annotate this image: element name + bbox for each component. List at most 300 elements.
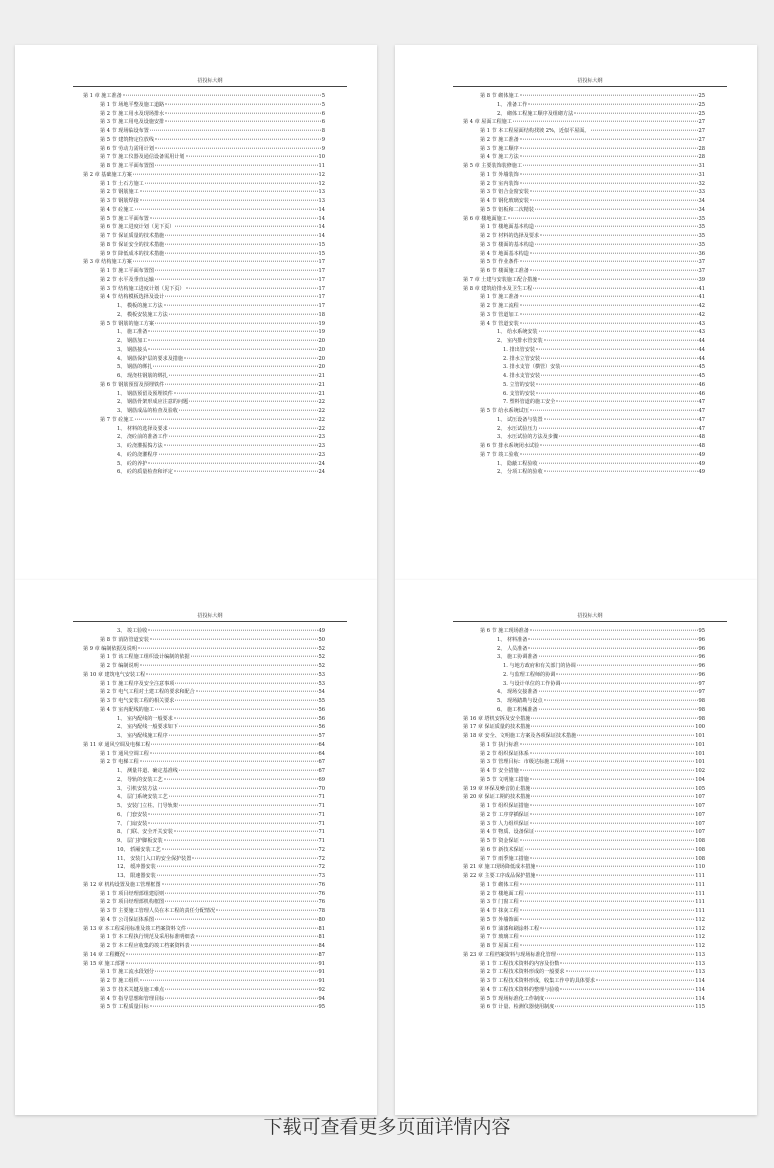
toc-entry-page-number: 25 (698, 101, 705, 108)
toc-entry (83, 258, 325, 267)
toc-entry-page-number: 44 (698, 355, 705, 362)
toc-entry (463, 311, 705, 320)
toc-entry-page-number: 71 (318, 829, 325, 836)
toc-entry-page-number: 101 (695, 750, 705, 757)
toc-entry-page-number: 17 (318, 285, 325, 292)
toc-dot-leader (536, 875, 694, 876)
toc-entry-title: 第 13 章 本工程采用标准及竣工档案资料文件 (83, 925, 187, 932)
toc-entry (463, 776, 705, 785)
toc-dot-leader (520, 182, 698, 183)
toc-dot-leader (530, 752, 694, 753)
toc-entry (463, 468, 705, 477)
toc-entry (463, 767, 705, 776)
toc-entry-title: 第 3 节 管理目标：市级达标施工现场 (480, 759, 565, 766)
toc-entry-title: 4、 钢筋保护层的要求及措施 (117, 355, 183, 362)
toc-entry (463, 662, 705, 671)
toc-entry-title: 第 20 章 保证工期的技术措施 (463, 794, 531, 801)
toc-entry (83, 285, 325, 294)
toc-entry (83, 776, 325, 785)
toc-entry-page-number: 102 (695, 768, 705, 774)
toc-dot-leader (520, 453, 698, 454)
toc-entry (463, 750, 705, 759)
toc-entry-page-number: 101 (695, 759, 705, 766)
toc-entry (83, 715, 325, 724)
toc-entry (463, 162, 705, 171)
toc-entry-page-number: 111 (695, 899, 705, 906)
toc-entry-page-number: 23 (318, 434, 325, 441)
toc-entry (83, 92, 325, 101)
toc-entry-title: 2、 室内排水管安装 (497, 338, 543, 344)
toc-entry-page-number: 112 (695, 934, 705, 941)
toc-entry-page-number: 17 (318, 276, 325, 283)
toc-dot-leader (520, 173, 698, 174)
toc-dot-leader (577, 665, 698, 666)
toc-entry (83, 302, 325, 311)
toc-dot-leader (531, 787, 694, 788)
toc-entry (463, 627, 705, 636)
toc-entry-page-number: 37 (698, 259, 705, 266)
toc-entry (463, 863, 705, 872)
toc-entry-title: 第 3 节 门窗工程 (480, 899, 519, 906)
toc-entry (83, 442, 325, 451)
toc-entry (83, 916, 325, 925)
toc-entry-title: 第 8 节 屋面工程 (480, 943, 519, 949)
toc-entry-title: 1、 施工准备 (117, 329, 148, 336)
toc-entry-title: 第 5 节 钢筋的施工方案 (100, 320, 154, 327)
toc-entry (463, 960, 705, 969)
toc-dot-leader (535, 243, 698, 244)
toc-dot-leader (541, 357, 697, 358)
toc-entry (83, 407, 325, 416)
toc-entry (83, 433, 325, 442)
toc-entry-title: 7. 塑料管道的施工安全 (503, 399, 556, 406)
toc-dot-leader (140, 200, 318, 201)
toc-dot-leader (191, 945, 318, 946)
toc-entry-page-number: 96 (698, 671, 705, 678)
toc-dot-leader (545, 997, 694, 998)
toc-entry-title: 第 5 节 工程质量目标 (100, 1004, 149, 1011)
toc-entry-title: 第 1 节 外墙装饰 (480, 171, 519, 178)
toc-entry (83, 846, 325, 855)
toc-entry-title: 3、 施工协调准备 (497, 654, 538, 661)
toc-entry (463, 898, 705, 907)
toc-dot-leader (531, 717, 697, 718)
toc-dot-leader (150, 130, 321, 131)
toc-entry-title: 第 2 节 工序穿插保证 (480, 811, 529, 818)
toc-entry-title: 第 3 节 电气安装工程的相关要求 (100, 698, 175, 704)
toc-entry-page-number: 71 (318, 794, 325, 801)
toc-entry-title: 第 8 章 建筑给排水及卫生工程 (463, 285, 533, 292)
toc-page-2 (395, 45, 757, 580)
toc-entry-page-number: 95 (698, 628, 705, 634)
toc-entry-page-number: 104 (695, 776, 705, 783)
toc-entry-title: 2、 砌体工程施工顺序及组砌方法 (497, 110, 574, 117)
toc-entry (83, 627, 325, 636)
toc-entry-title: 第 5 节 文明施工措施 (480, 776, 529, 783)
toc-entry-title: 第 10 章 建筑电气安装工程 (83, 671, 146, 678)
toc-entry (463, 758, 705, 767)
toc-entry (83, 416, 325, 425)
toc-entry (463, 302, 705, 311)
toc-dot-leader (179, 410, 318, 411)
toc-dot-leader (555, 1006, 694, 1007)
toc-dot-leader (559, 436, 698, 437)
toc-entry-page-number: 107 (695, 829, 705, 836)
toc-entry (463, 995, 705, 1004)
toc-entry-title: 第 2 节 施工组织 (100, 978, 139, 984)
toc-dot-leader (155, 138, 321, 139)
toc-dot-leader (535, 226, 698, 227)
toc-entry-title: 第 2 节 本工程应收集的竣工档案资料表 (100, 943, 190, 949)
toc-entry-title: 第 2 节 楼地面工程 (480, 890, 524, 897)
toc-entry-title: 4、 砼的浇灌程序 (117, 451, 158, 458)
toc-entry-page-number: 49 (698, 460, 705, 467)
toc-dot-leader (148, 348, 317, 349)
toc-entry-page-number: 111 (695, 881, 705, 888)
toc-dot-leader (530, 200, 698, 201)
toc-entry-page-number: 73 (318, 873, 325, 879)
toc-dot-leader (145, 182, 318, 183)
toc-entry-page-number: 17 (318, 303, 325, 309)
toc-entry (83, 837, 325, 846)
toc-entry (463, 285, 705, 294)
toc-entry (463, 811, 705, 820)
toc-entry (463, 741, 705, 750)
toc-entry-title: 第 3 节 主要施工管理人员在本工程的责任分配情况 (100, 908, 216, 914)
toc-dot-leader (165, 252, 317, 253)
toc-entry-page-number: 20 (318, 364, 325, 371)
toc-entry-page-number: 113 (695, 960, 705, 967)
toc-entry-title: 第 2 节 电气工程对土建工程的要求和配合 (100, 689, 195, 696)
toc-dot-leader (186, 156, 318, 157)
toc-entry (463, 433, 705, 442)
toc-dot-leader (539, 462, 698, 463)
toc-entry-page-number: 42 (698, 311, 705, 318)
toc-entry-page-number: 45 (698, 373, 705, 379)
toc-dot-leader (216, 910, 317, 911)
toc-dot-leader (155, 270, 318, 271)
toc-entry-title: 第 4 节 钢化玻璃安装 (480, 198, 529, 204)
toc-dot-leader (520, 322, 698, 323)
toc-entry-title: 第 5 章 主要装饰装修施工 (463, 163, 523, 169)
toc-entry-title: 8、 门联、安全开关安装 (117, 829, 173, 836)
toc-dot-leader (157, 866, 318, 867)
toc-entry-page-number: 49 (698, 451, 705, 458)
toc-entry (463, 276, 705, 285)
toc-entry-page-number: 44 (698, 346, 705, 353)
toc-entry-page-number: 20 (318, 346, 325, 353)
toc-entry-title: 3. 与设计单位的工作协调 (503, 680, 561, 687)
toc-dot-leader (148, 630, 317, 631)
toc-entry (463, 320, 705, 329)
toc-entry-title: 5、 钢筋的绑扎 (117, 364, 153, 371)
toc-entry-page-number: 56 (318, 724, 325, 731)
toc-entry (83, 320, 325, 329)
toc-dot-leader (544, 340, 698, 341)
toc-entry-page-number: 47 (698, 408, 705, 414)
toc-dot-leader (196, 691, 318, 692)
toc-entry (463, 232, 705, 241)
toc-entry-title: 第 4 节 结构模板选择及设计 (100, 294, 165, 301)
toc-entry-title: 3、 室内配线施工程序 (117, 733, 168, 739)
toc-entry (463, 802, 705, 811)
toc-entry-title: 第 1 节 施工程序及安全注意事项 (100, 680, 175, 687)
toc-dot-leader (528, 103, 697, 104)
toc-entry (463, 951, 705, 960)
toc-dot-leader (162, 848, 318, 849)
toc-entry (463, 442, 705, 451)
toc-dot-leader (174, 392, 318, 393)
toc-dot-leader (148, 813, 317, 814)
toc-entry-title: 2、 模板安装施工方法 (117, 311, 168, 318)
toc-dot-leader (155, 322, 318, 323)
toc-entry (83, 933, 325, 942)
toc-entry-title: 3、 水压试验的方法及步骤 (497, 434, 558, 441)
toc-entry-title: 第 1 节 本工程屋面结构找坡 2%，近似平屋面。 (480, 128, 590, 134)
toc-entry-page-number: 13 (318, 198, 325, 204)
toc-entry-title: 1、 准备工作 (497, 101, 528, 108)
toc-entry (463, 372, 705, 381)
toc-dot-leader (528, 647, 697, 648)
toc-dot-leader (538, 278, 697, 279)
toc-dot-leader (169, 735, 318, 736)
toc-entry (463, 846, 705, 855)
toc-dot-leader (174, 471, 318, 472)
toc-entry (463, 793, 705, 802)
toc-dot-leader (165, 988, 317, 989)
toc-dot-leader (540, 927, 694, 928)
toc-entry (83, 363, 325, 372)
toc-dot-leader (523, 165, 697, 166)
toc-entry-page-number: 56 (318, 706, 325, 713)
toc-dot-leader (169, 436, 318, 437)
toc-entry (463, 293, 705, 302)
toc-dot-leader (159, 453, 318, 454)
toc-entry-title: 12、 缓冲器安装 (117, 864, 156, 871)
toc-dot-leader (165, 243, 317, 244)
toc-entry-page-number: 5 (321, 101, 325, 108)
toc-entry-title: 6、 门套安装 (117, 811, 148, 818)
toc-dot-leader (536, 866, 694, 867)
toc-dot-leader (174, 831, 318, 832)
page-header: 招投标大纲 (453, 77, 727, 87)
toc-dot-leader (174, 717, 318, 718)
toc-dot-leader (535, 831, 694, 832)
toc-entry-page-number: 21 (318, 373, 325, 379)
toc-dot-leader (155, 708, 318, 709)
toc-entry-title: 第 4 节 砼施工 (100, 206, 134, 213)
toc-dot-leader (175, 226, 317, 227)
toc-entry-page-number: 36 (698, 250, 705, 257)
toc-dot-leader (574, 112, 697, 113)
toc-entry-page-number: 47 (698, 416, 705, 423)
toc-entry-page-number: 56 (318, 715, 325, 722)
toc-entry-page-number: 114 (695, 986, 705, 993)
toc-entry (83, 425, 325, 434)
toc-entry-title: 6、 砼的质量检查和评定 (117, 469, 173, 476)
toc-entry-page-number: 111 (695, 908, 705, 914)
toc-dot-leader (169, 427, 318, 428)
toc-entry (463, 907, 705, 916)
toc-entry (463, 363, 705, 372)
toc-dot-leader (179, 805, 318, 806)
toc-entry (83, 828, 325, 837)
page-header: 招投标大纲 (453, 612, 727, 622)
toc-entry-page-number: 25 (698, 93, 705, 99)
toc-dot-leader (561, 682, 697, 683)
toc-entry-page-number: 113 (695, 951, 705, 958)
toc-dot-leader (533, 287, 697, 288)
toc-entry (463, 881, 705, 890)
toc-entry (463, 645, 705, 654)
toc-entry (463, 820, 705, 829)
toc-dot-leader (520, 156, 698, 157)
toc-entry-title: 1、 隐蔽工程验收 (497, 460, 538, 467)
toc-entry-title: 7、 门扇安装 (117, 820, 148, 827)
toc-dot-leader (148, 340, 317, 341)
toc-dot-leader (126, 962, 318, 963)
toc-page-4 (395, 580, 757, 1115)
toc-entry-title: 第 4 节 安全措施 (480, 768, 519, 774)
toc-entry (463, 688, 705, 697)
toc-entry (83, 197, 325, 206)
toc-entry (83, 468, 325, 477)
toc-entry-title: 第 3 节 钢筋焊接 (100, 198, 139, 204)
toc-entry-title: 第 5 节 外墙饰面 (480, 916, 519, 923)
toc-entry-title: 第 4 节 指导思想和管理目标 (100, 995, 165, 1002)
toc-entry-page-number: 98 (698, 706, 705, 713)
toc-entry-title: 第 3 章 结构施工方案 (83, 259, 132, 266)
toc-entry-title: 第 5 节 给水系统试压 (480, 408, 529, 414)
toc-entry (463, 416, 705, 425)
toc-entry (83, 767, 325, 776)
toc-entry-title: 第 5 节 施工平面布置 (100, 215, 149, 222)
toc-entry-page-number: 15 (318, 250, 325, 257)
toc-entry-title: 2. 与监理工程师的协调 (503, 671, 556, 678)
toc-entry (83, 881, 325, 890)
toc-dot-leader (186, 287, 318, 288)
toc-entry-page-number: 105 (695, 785, 705, 792)
toc-dot-leader (557, 953, 694, 954)
toc-entry-page-number: 46 (698, 390, 705, 397)
toc-entry-title: 第 2 节 项目经理部机构框图 (100, 899, 165, 906)
toc-dot-leader (179, 770, 318, 771)
toc-entry-page-number: 101 (695, 741, 705, 748)
toc-entry-title: 1. 与地方政府和有关部门的协调 (503, 663, 576, 669)
toc-dot-leader (591, 130, 698, 131)
toc-entry-title: 第 6 节 施工现场准备 (480, 628, 529, 634)
toc-entry (463, 267, 705, 276)
toc-entry (463, 171, 705, 180)
toc-dot-leader (577, 735, 694, 736)
toc-entry (83, 758, 325, 767)
toc-entry-page-number: 70 (318, 785, 325, 792)
toc-dot-leader (153, 366, 317, 367)
toc-entry-page-number: 33 (698, 189, 705, 196)
toc-entry (83, 1003, 325, 1012)
toc-entry-page-number: 71 (318, 811, 325, 818)
toc-entry-title: 第 1 节 项目经理部组建原则 (100, 890, 165, 897)
toc-dot-leader (530, 270, 698, 271)
toc-dot-leader (530, 252, 698, 253)
toc-entry-title: 10、 轿厢安装工艺 (117, 846, 161, 853)
toc-entry-page-number: 6 (321, 110, 325, 117)
toc-entry-page-number: 55 (318, 698, 325, 704)
toc-dot-leader (530, 857, 694, 858)
toc-entry (463, 398, 705, 407)
toc-entry-title: 第 4 节 现场临设布置 (100, 128, 149, 134)
toc-entry-title: 第 2 节 组织保证体系 (480, 750, 529, 757)
toc-entry-page-number: 72 (318, 846, 325, 853)
toc-entry (463, 828, 705, 837)
toc-entry-title: 第 6 节 排水系统闭水试验 (480, 443, 540, 449)
toc-entry (83, 968, 325, 977)
toc-dot-leader (520, 936, 695, 937)
toc-entry-title: 第 1 节 施工准备 (480, 294, 519, 301)
toc-entry-page-number: 6 (321, 119, 325, 126)
toc-entry (463, 92, 705, 101)
toc-entry-title: 第 7 节 玻璃工程 (480, 934, 519, 941)
toc-entry (463, 872, 705, 881)
toc-entry-page-number: 76 (318, 899, 325, 906)
toc-list (83, 92, 325, 477)
toc-entry-title: 第 1 节 执行标准 (480, 741, 519, 748)
toc-entry (463, 241, 705, 250)
toc-entry (83, 337, 325, 346)
toc-entry-page-number: 81 (318, 934, 325, 941)
toc-entry-title: 第 8 节 砌体施工 (480, 93, 519, 99)
toc-entry-page-number: 9 (321, 145, 325, 152)
toc-entry-title: 第 2 节 电梯工程 (100, 759, 139, 766)
toc-entry-page-number: 17 (318, 259, 325, 266)
toc-entry-page-number: 64 (318, 741, 325, 748)
toc-entry-title: 第 5 节 作业条件 (480, 259, 519, 266)
toc-entry-title: 第 2 节 室内装饰 (480, 180, 519, 187)
toc-entry (83, 820, 325, 829)
toc-dot-leader (162, 883, 318, 884)
toc-entry-title: 第 3 节 技术关键及施工难点 (100, 986, 165, 993)
toc-entry-title: 5. 立管的安装 (503, 381, 535, 388)
toc-entry (83, 153, 325, 162)
toc-entry-page-number: 114 (695, 995, 705, 1002)
toc-entry (463, 346, 705, 355)
page-header: 招投标大纲 (73, 612, 347, 622)
toc-dot-leader (179, 726, 318, 727)
toc-dot-leader (560, 962, 694, 963)
toc-entry-page-number: 35 (698, 215, 705, 222)
toc-entry (463, 986, 705, 995)
toc-dot-leader (150, 217, 318, 218)
toc-entry-title: 3. 排水支管（横管）安装 (503, 364, 561, 371)
toc-entry (463, 223, 705, 232)
toc-entry-title: 2、 浇砼前的准备工作 (117, 434, 168, 441)
toc-entry-page-number: 96 (698, 654, 705, 661)
toc-entry-title: 1、 测量井道、确定基准线 (117, 768, 178, 774)
toc-entry (83, 872, 325, 881)
toc-list (463, 92, 705, 477)
toc-entry (83, 136, 325, 145)
toc-entry (83, 898, 325, 907)
toc-entry-page-number: 98 (698, 715, 705, 722)
toc-entry-title: 6. 支管的安装 (503, 390, 535, 397)
toc-dot-leader (539, 427, 698, 428)
toc-entry (83, 328, 325, 337)
toc-entry-title: 6、 施工机械准备 (497, 706, 538, 713)
toc-entry-page-number: 46 (698, 381, 705, 388)
toc-entry (83, 118, 325, 127)
toc-entry-title: 第 1 节 场地平整及施工道路 (100, 101, 165, 108)
toc-entry (83, 110, 325, 119)
